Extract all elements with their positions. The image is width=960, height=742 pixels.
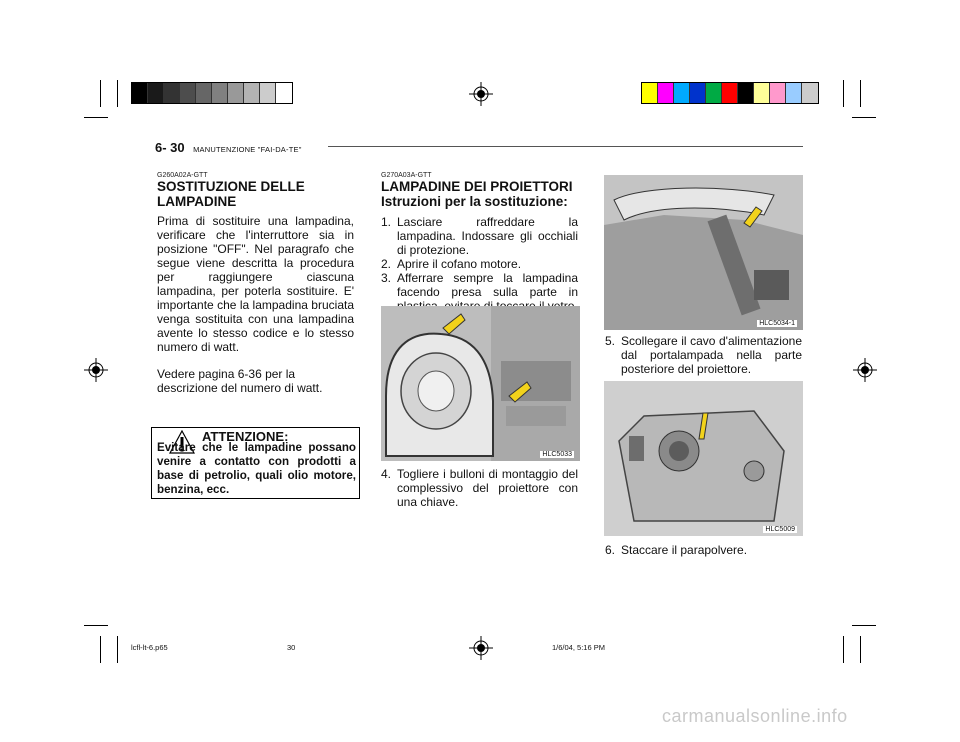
power-cable-figure: [604, 175, 803, 330]
color-swatch: [674, 83, 690, 103]
gray-swatch: [276, 83, 292, 103]
page-header: [155, 139, 302, 157]
step-text: Togliere i bulloni di montaggio del complessivo del proiettore con una chiave.: [397, 467, 578, 509]
step-4: [381, 467, 578, 509]
wattage-reference-paragraph: Vedere pagina 6-36 per la descrizione del numero di watt.: [157, 367, 323, 395]
headlight-illustration: [381, 306, 580, 461]
warning-text: Evitare che le lampadine possano venire a contatto con prodotti a base di petrolio, quali olio motore, benzina, ecc.: [157, 441, 356, 496]
dust-cover-figure: [604, 381, 803, 536]
color-swatch: [738, 83, 754, 103]
color-swatch: [754, 83, 770, 103]
crop-mark: [100, 636, 101, 663]
left-column: [157, 172, 354, 395]
gray-swatch: [196, 83, 212, 103]
crop-mark: [860, 636, 861, 663]
section-code: G260A02A-GTT: [157, 172, 208, 179]
intro-paragraph: Prima di sostituire una lampadina, verificare che l'interruttore sia in posizione "OFF". Nel paragrafo che segue viene descritta la procedura per raggiungere ciascuna lampadina, per poterla sostituire. E' importante che la lampadina bruciata venga sostituita con una lampadina avente lo stesso codice e lo stesso numero di watt.: [157, 214, 354, 354]
crop-mark: [852, 117, 876, 118]
color-swatch: [802, 83, 818, 103]
steps-list: [605, 334, 802, 376]
step-number: 6.: [605, 543, 616, 557]
gray-swatch: [132, 83, 148, 103]
gray-swatch: [228, 83, 244, 103]
grayscale-bar: [131, 82, 293, 104]
list-item: [381, 257, 578, 271]
registration-target-icon: [84, 358, 108, 382]
section-heading: [157, 179, 354, 209]
crop-mark: [843, 636, 844, 663]
color-swatch: [658, 83, 674, 103]
steps-list: [381, 215, 578, 313]
color-swatch: [722, 83, 738, 103]
footer-date: 1/6/04, 5:16 PM: [552, 643, 605, 652]
steps-list: [381, 467, 578, 509]
footer-page: 30: [287, 643, 296, 652]
list-item: [605, 543, 802, 557]
color-swatch: [690, 83, 706, 103]
gray-swatch: [148, 83, 164, 103]
step-6: [605, 543, 802, 557]
step-text: Scollegare il cavo d'alimentazione dal portalampada nella parte posteriore del proiettore.: [621, 334, 802, 376]
registration-target-icon: [853, 358, 877, 382]
steps-list: [605, 543, 802, 557]
heading-line: SOSTITUZIONE DELLE: [157, 179, 305, 194]
warning-box: [151, 427, 360, 499]
color-bar: [641, 82, 819, 104]
heading-subtitle: Istruzioni per la sostituzione:: [381, 194, 568, 209]
color-swatch: [642, 83, 658, 103]
crop-mark: [84, 117, 108, 118]
crop-mark: [843, 80, 844, 107]
gray-swatch: [260, 83, 276, 103]
gray-swatch: [244, 83, 260, 103]
crop-mark: [117, 636, 118, 663]
step-number: 1.: [381, 215, 392, 229]
figure-label: HLC5009: [765, 526, 795, 533]
step-text: Afferrare sempre la lampadina facendo presa sulla parte in: [397, 271, 578, 299]
crop-mark: [84, 625, 108, 626]
gray-swatch: [180, 83, 196, 103]
color-swatch: [770, 83, 786, 103]
watermark: carmanualsonline.info: [662, 706, 848, 726]
header-rule: [328, 146, 803, 147]
list-item: [381, 215, 578, 257]
registration-target-icon: [469, 636, 493, 660]
crop-mark: [100, 80, 101, 107]
headlamp-rear-illustration: [604, 381, 803, 536]
step-number: 3.: [381, 271, 392, 285]
page-number: 6- 30: [155, 140, 185, 155]
crop-mark: [852, 625, 876, 626]
step-text: Aprire il cofano motore.: [397, 257, 522, 271]
figure-label: HLC5034-1: [759, 320, 795, 327]
warning-title: ATTENZIONE:: [202, 429, 289, 444]
list-item: [381, 467, 578, 509]
section-heading: [381, 179, 578, 209]
registration-target-icon: [469, 82, 493, 106]
color-swatch: [786, 83, 802, 103]
list-item: [605, 334, 802, 376]
section-code: G270A03A-GTT: [381, 172, 432, 179]
step-5: [605, 334, 802, 376]
gray-swatch: [212, 83, 228, 103]
color-swatch: [706, 83, 722, 103]
step-number: 4.: [381, 467, 392, 481]
footer-file: lcfl-lt-6.p65: [131, 643, 168, 652]
step-text: Lasciare raffreddare la lampadina. Indossare gli occhiali di protezione.: [397, 215, 578, 257]
step-text: Staccare il parapolvere.: [621, 543, 748, 557]
gray-swatch: [164, 83, 180, 103]
step-number: 5.: [605, 334, 616, 348]
engine-bay-illustration: [604, 175, 803, 330]
step-number: 2.: [381, 257, 392, 271]
crop-mark: [860, 80, 861, 107]
figure-label: HLC5033: [542, 451, 572, 458]
section-title: MANUTENZIONE "FAI-DA-TE": [193, 145, 302, 154]
headlight-bolts-figure: [381, 306, 580, 461]
crop-mark: [117, 80, 118, 107]
middle-column: [381, 172, 578, 313]
heading-line: LAMPADINE DEI PROIETTORI: [381, 179, 573, 194]
heading-line: LAMPADINE: [157, 194, 237, 209]
